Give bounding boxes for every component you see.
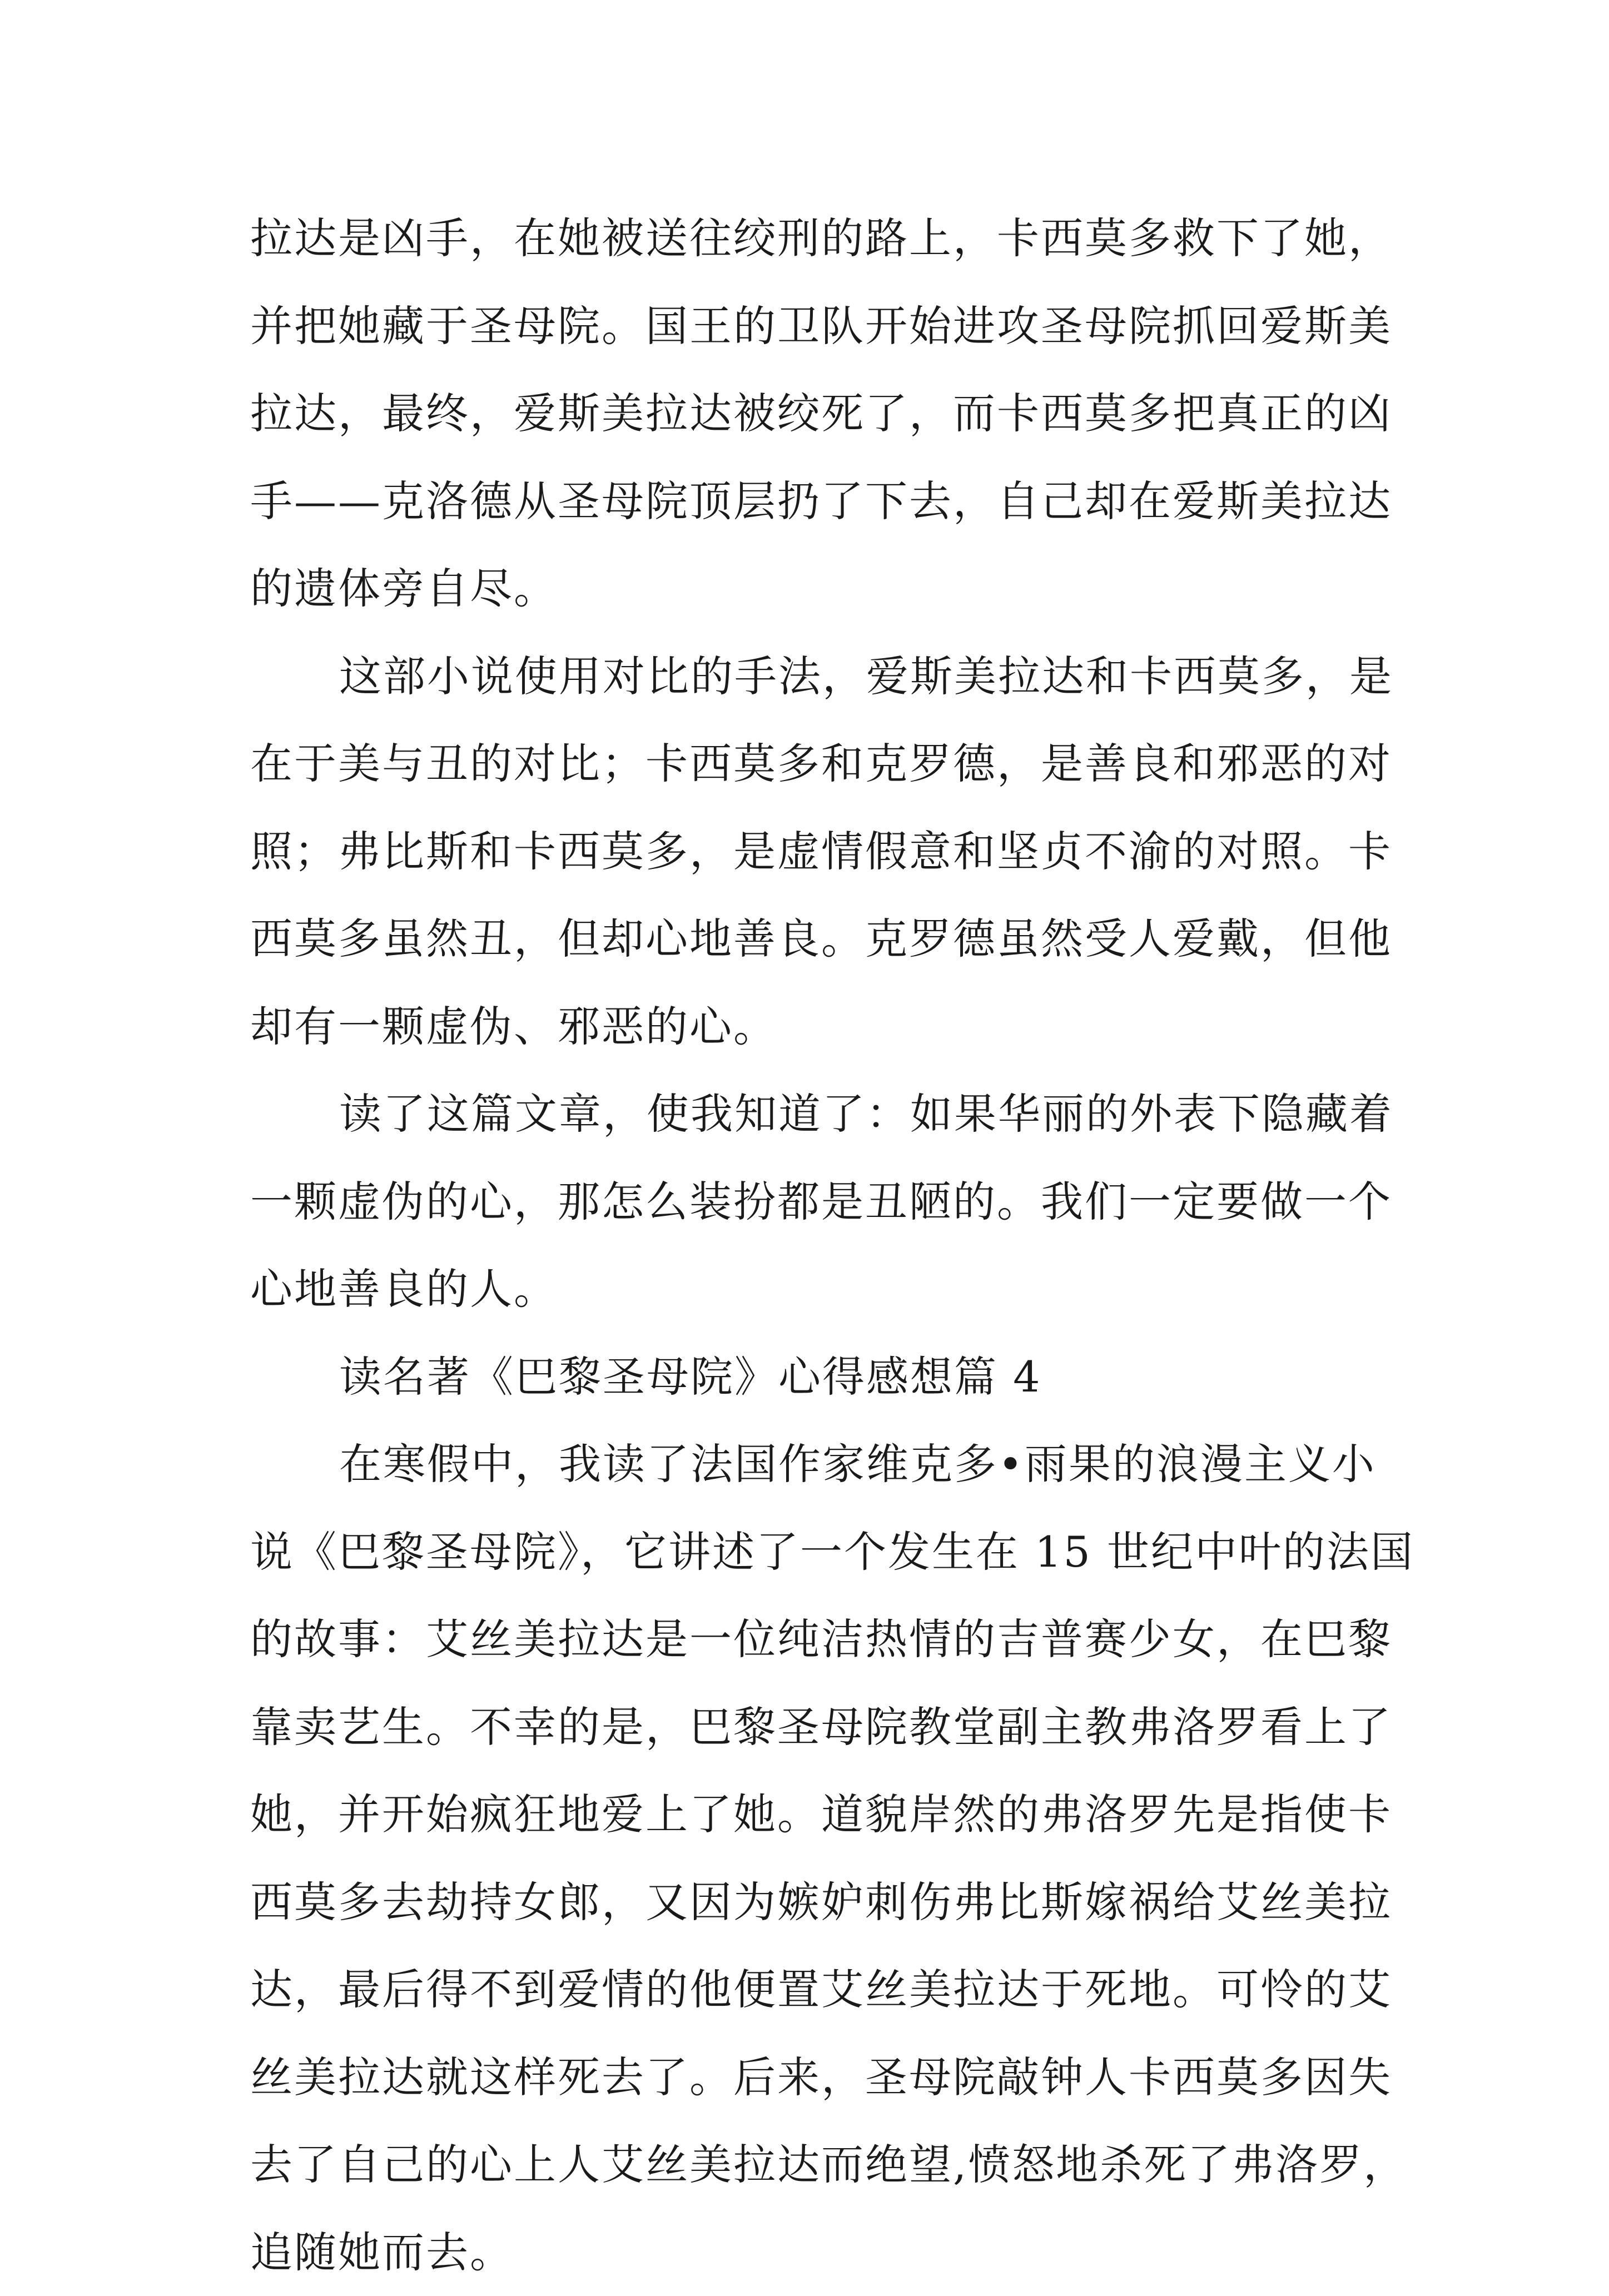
text-line: 照；弗比斯和卡西莫多，是虚情假意和坚贞不渝的对照。卡	[250, 808, 1373, 896]
paragraph-first-line: 在寒假中，我读了法国作家维克多•雨果的浪漫主义小	[250, 1420, 1373, 1508]
text-line: 并把她藏于圣母院。国王的卫队开始进攻圣母院抓回爱斯美	[250, 282, 1373, 370]
text-line: 的遗体旁自尽。	[250, 545, 1373, 633]
text-line: 心地善良的人。	[250, 1245, 1373, 1333]
text-line: 一颗虚伪的心，那怎么装扮都是丑陋的。我们一定要做一个	[250, 1158, 1373, 1246]
paragraph-first-line: 这部小说使用对比的手法，爱斯美拉达和卡西莫多，是	[250, 633, 1373, 720]
text-line: 西莫多虽然丑，但却心地善良。克罗德虽然受人爱戴，但他	[250, 895, 1373, 983]
section-heading: 读名著《巴黎圣母院》心得感想篇 4	[250, 1333, 1373, 1421]
document-body	[250, 195, 1373, 2296]
text-line: 的故事：艾丝美拉达是一位纯洁热情的吉普赛少女，在巴黎	[250, 1596, 1373, 1683]
text-line: 在于美与丑的对比；卡西莫多和克罗德，是善良和邪恶的对	[250, 720, 1373, 808]
text-line: 手——克洛德从圣母院顶层扔了下去，自己却在爱斯美拉达	[250, 458, 1373, 545]
text-line: 西莫多去劫持女郎，又因为嫉妒刺伤弗比斯嫁祸给艾丝美拉	[250, 1858, 1373, 1946]
text-line: 丝美拉达就这样死去了。后来，圣母院敲钟人卡西莫多因失	[250, 2034, 1373, 2121]
text-line: 拉达是凶手，在她被送往绞刑的路上，卡西莫多救下了她，	[250, 195, 1373, 282]
text-line: 追随她而去。	[250, 2209, 1373, 2296]
text-line: 说《巴黎圣母院》，它讲述了一个发生在 15 世纪中叶的法国	[250, 1508, 1373, 1596]
text-line: 去了自己的心上人艾丝美拉达而绝望,愤怒地杀死了弗洛罗，	[250, 2121, 1373, 2209]
text-line: 她，并开始疯狂地爱上了她。道貌岸然的弗洛罗先是指使卡	[250, 1771, 1373, 1858]
paragraph-first-line: 读了这篇文章，使我知道了：如果华丽的外表下隐藏着	[250, 1070, 1373, 1158]
text-line: 达，最后得不到爱情的他便置艾丝美拉达于死地。可怜的艾	[250, 1946, 1373, 2034]
text-line: 却有一颗虚伪、邪恶的心。	[250, 983, 1373, 1071]
text-line: 靠卖艺生。不幸的是，巴黎圣母院教堂副主教弗洛罗看上了	[250, 1683, 1373, 1771]
text-line: 拉达，最终，爱斯美拉达被绞死了，而卡西莫多把真正的凶	[250, 370, 1373, 458]
